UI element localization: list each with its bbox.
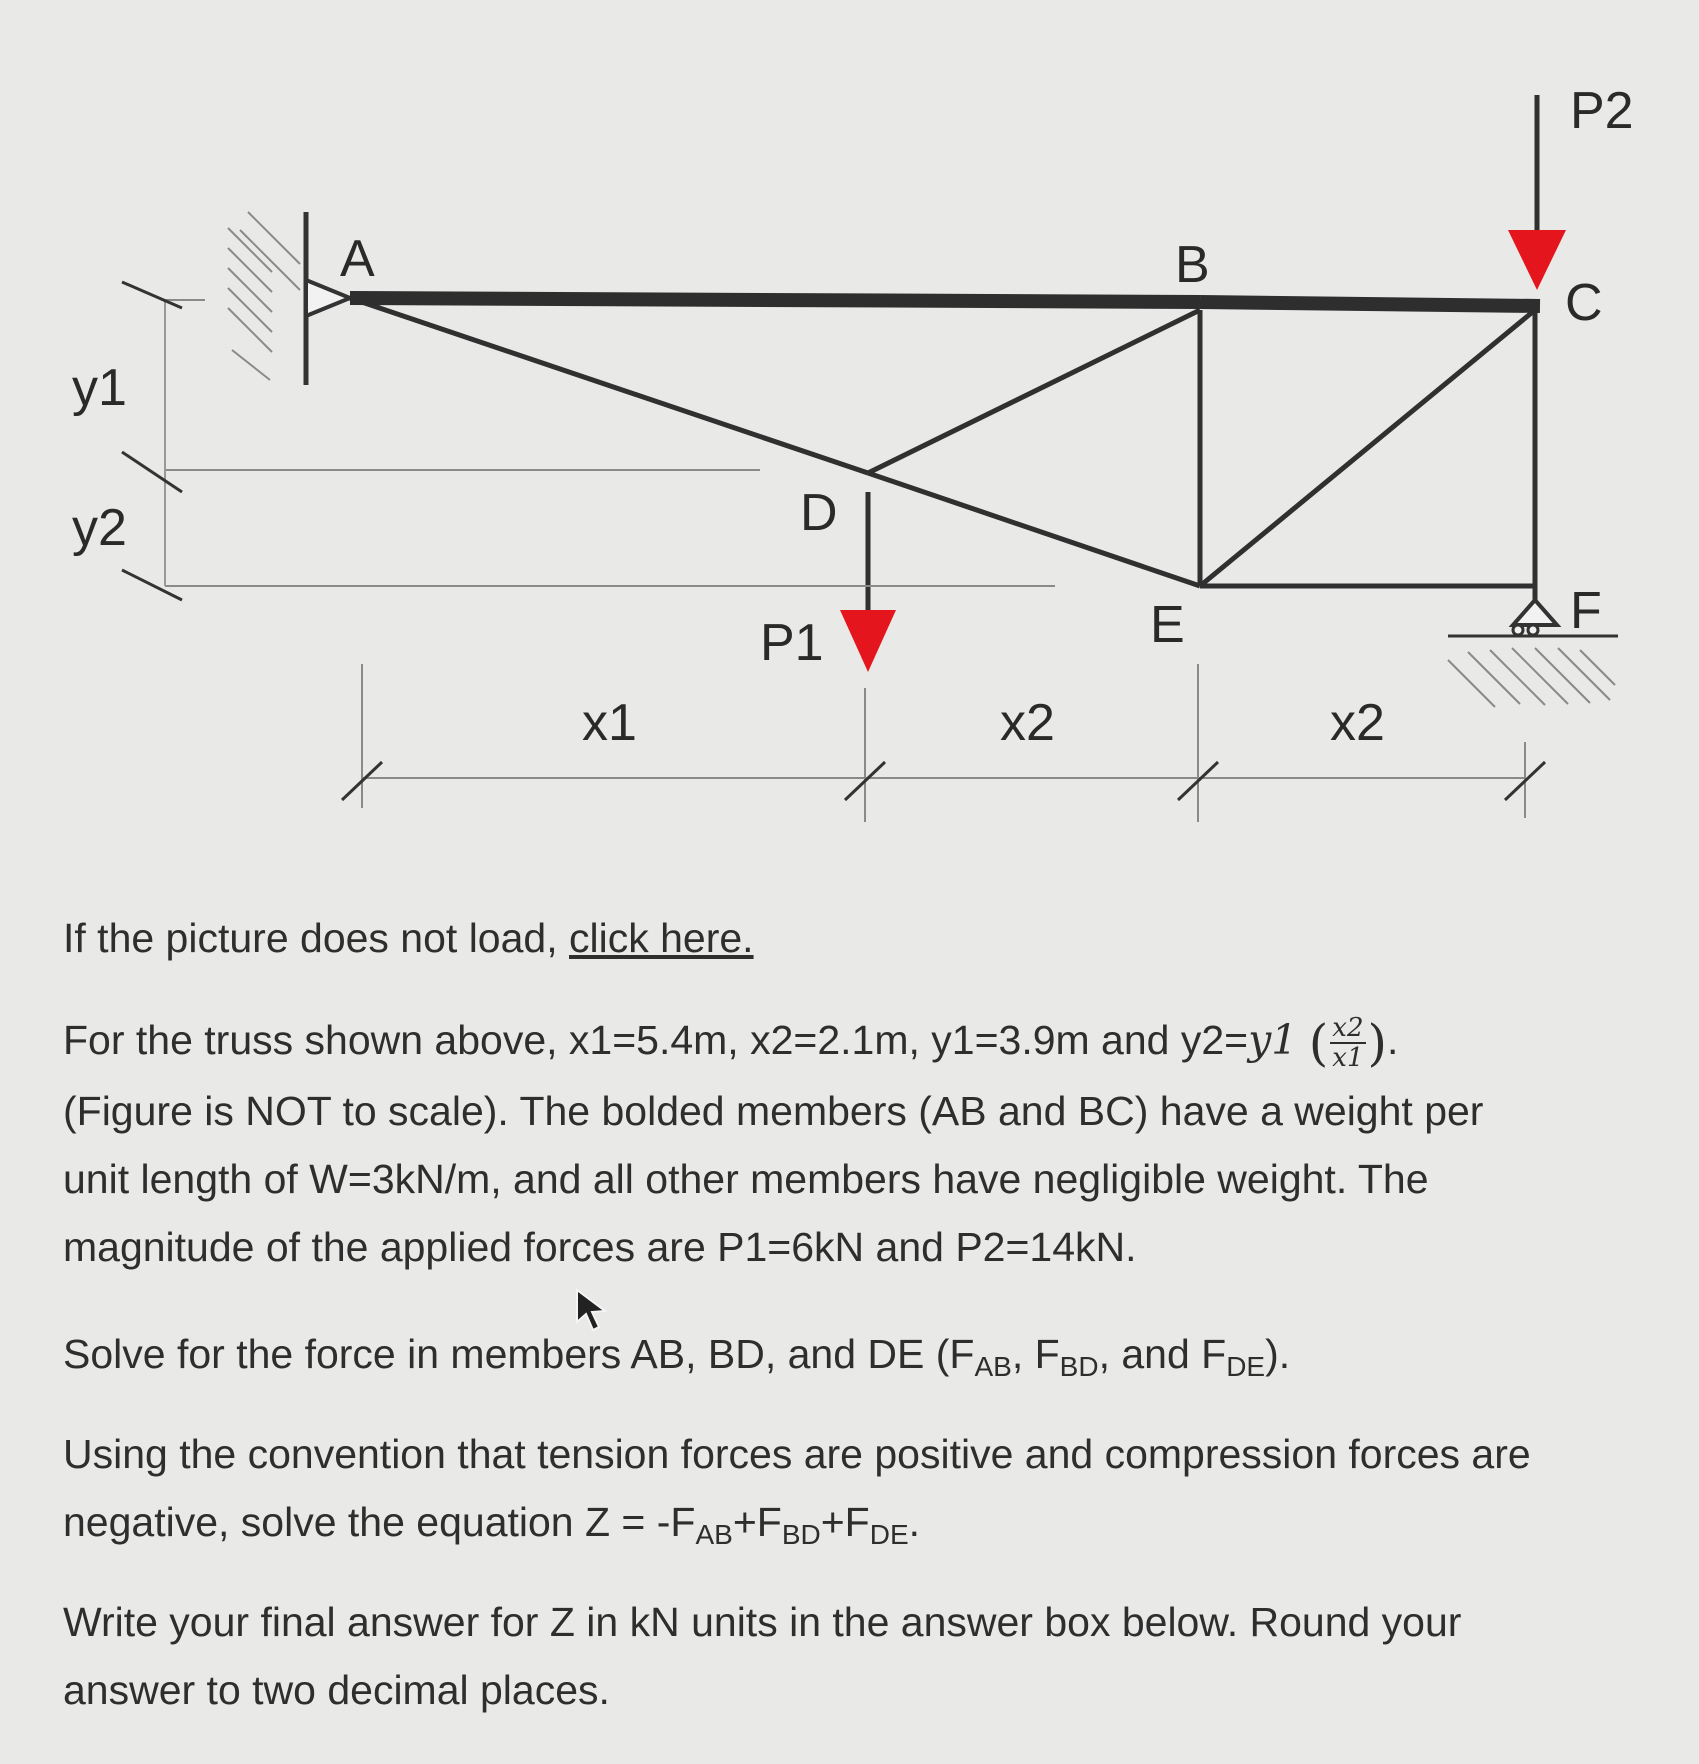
dimension-y bbox=[122, 282, 1055, 600]
p3-sub-ab: AB bbox=[695, 1519, 733, 1550]
p3-d: . bbox=[908, 1499, 921, 1545]
p2-d: ). bbox=[1265, 1331, 1291, 1377]
p1-line-1 bbox=[63, 1006, 1663, 1077]
p3-b: +F bbox=[732, 1499, 782, 1545]
problem-paragraph-2 bbox=[63, 1320, 1663, 1388]
p4-line-2: answer to two decimal places. bbox=[63, 1667, 610, 1713]
p3-a: negative, solve the equation Z = -F bbox=[63, 1499, 696, 1545]
p1-text: For the truss shown above, x1=5.4m, x2=2.1m, y1=3.9m and y2= bbox=[63, 1017, 1249, 1063]
p3-line-1: Using the convention that tension forces are positive and compression forces are bbox=[63, 1431, 1531, 1477]
node-label-b: B bbox=[1175, 236, 1210, 294]
p2-a: Solve for the force in members AB, BD, and DE (F bbox=[63, 1331, 975, 1377]
dim-label-x1: x1 bbox=[582, 694, 637, 752]
member-ad bbox=[350, 298, 868, 473]
frac-denominator: x1 bbox=[1332, 1043, 1364, 1074]
wall-support-a bbox=[228, 212, 300, 380]
p2-sub-ab: AB bbox=[974, 1351, 1012, 1382]
load-arrow-p1 bbox=[840, 492, 896, 672]
dim-label-x2-first: x2 bbox=[1000, 694, 1055, 752]
paren-close: ) bbox=[1367, 1014, 1388, 1073]
member-bc bbox=[1200, 302, 1540, 306]
node-label-e: E bbox=[1150, 596, 1185, 654]
node-label-d: D bbox=[800, 484, 838, 542]
member-de bbox=[868, 473, 1200, 586]
dim-label-y2: y2 bbox=[72, 499, 127, 557]
paren-open: ( bbox=[1308, 1014, 1329, 1073]
member-bd bbox=[868, 310, 1200, 473]
p1-end: . bbox=[1387, 1017, 1399, 1063]
p2-c: , and F bbox=[1098, 1331, 1227, 1377]
p1-line-3: unit length of W=3kN/m, and all other members have negligible weight. The bbox=[63, 1156, 1429, 1203]
fraction bbox=[1330, 1014, 1365, 1072]
p3-c: +F bbox=[820, 1499, 870, 1545]
node-label-a: A bbox=[340, 230, 375, 288]
p1-line-2: (Figure is NOT to scale). The bolded members (AB and BC) have a weight per bbox=[63, 1088, 1484, 1135]
click-here-link[interactable]: click here. bbox=[569, 915, 754, 961]
member-ab bbox=[350, 298, 1200, 302]
p2-sub-de: DE bbox=[1226, 1351, 1266, 1382]
p4-line-1: Write your final answer for Z in kN units in the answer box below. Round your bbox=[63, 1599, 1462, 1645]
problem-paragraph-1 bbox=[63, 1006, 1663, 1281]
node-label-f: F bbox=[1570, 582, 1602, 640]
load-arrow-p2 bbox=[1508, 95, 1566, 290]
member-ce bbox=[1200, 310, 1535, 586]
p3-line-2 bbox=[63, 1488, 1663, 1556]
p3-sub-de: DE bbox=[869, 1519, 909, 1550]
p2-sub-bd: BD bbox=[1059, 1351, 1099, 1382]
frac-numerator: x2 bbox=[1332, 1013, 1364, 1044]
p1-var: y1 bbox=[1248, 1016, 1298, 1064]
load-label-p2: P2 bbox=[1570, 82, 1634, 140]
problem-paragraph-3 bbox=[63, 1420, 1663, 1556]
picture-fallback-line bbox=[63, 904, 1663, 972]
dim-label-y1: y1 bbox=[72, 359, 127, 417]
problem-paragraph-4 bbox=[63, 1588, 1663, 1724]
fallback-prefix: If the picture does not load, bbox=[63, 915, 569, 961]
p1-line-4: magnitude of the applied forces are P1=6kN and P2=14kN. bbox=[63, 1224, 1137, 1271]
load-label-p1: P1 bbox=[760, 614, 824, 672]
node-label-c: C bbox=[1565, 274, 1603, 332]
truss-diagram bbox=[0, 0, 1699, 880]
p3-sub-bd: BD bbox=[781, 1519, 821, 1550]
dim-label-x2-second: x2 bbox=[1330, 694, 1385, 752]
p2-b: , F bbox=[1011, 1331, 1060, 1377]
